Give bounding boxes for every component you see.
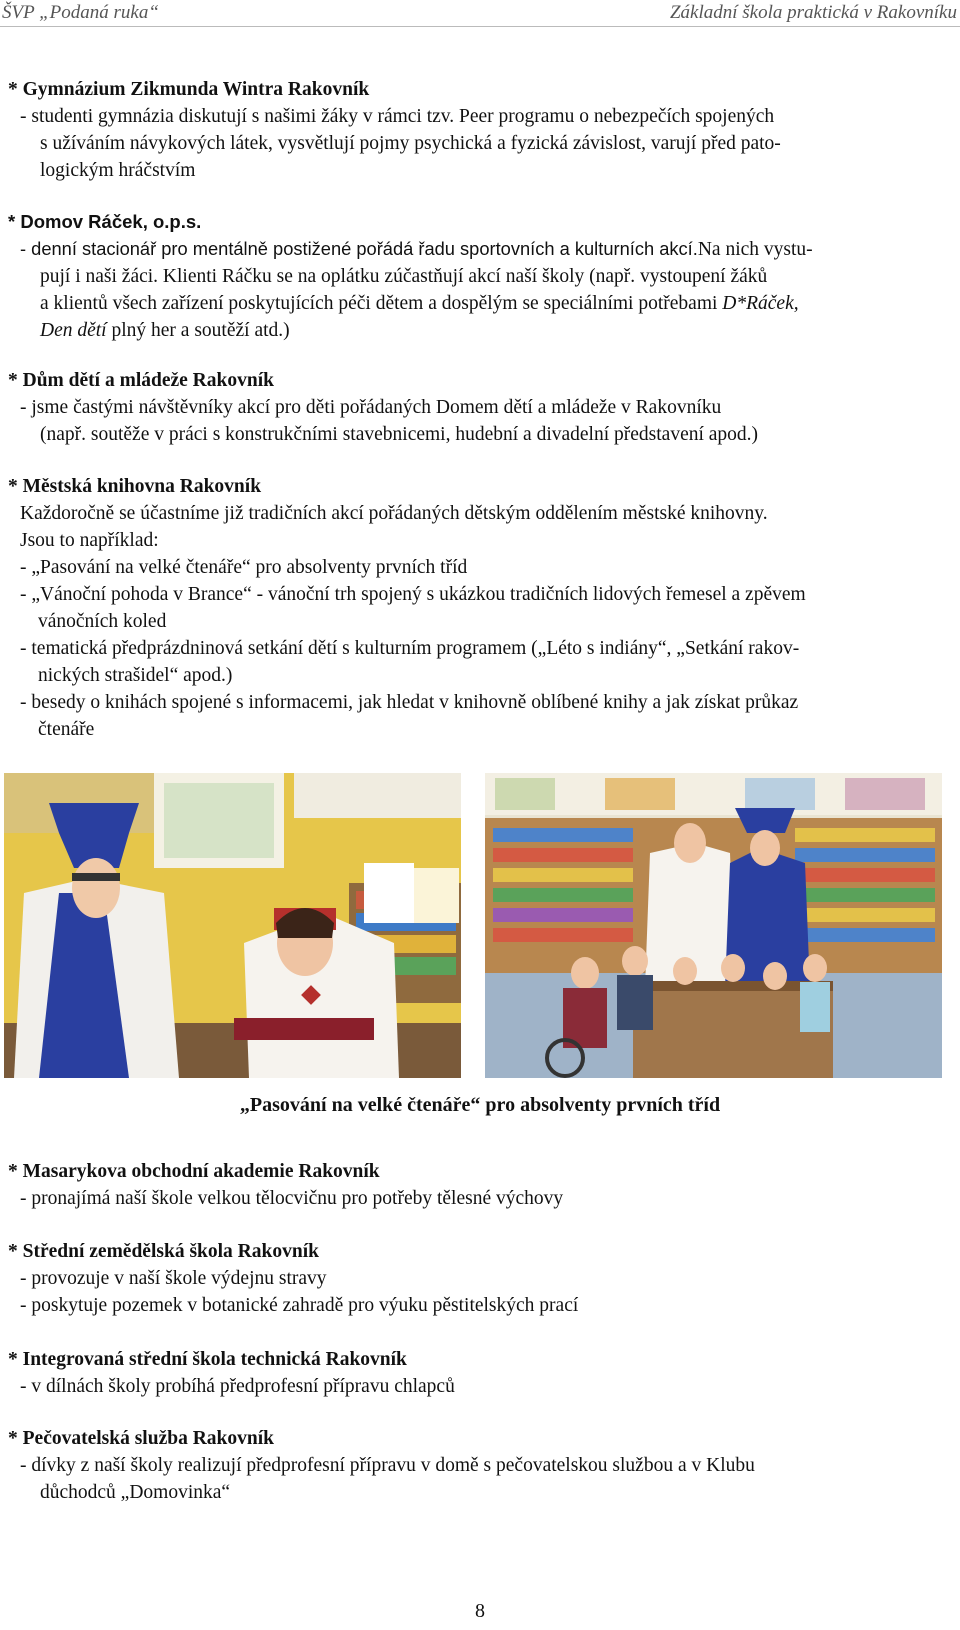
section-line: - „Pasování na velké čtenáře“ pro absolventy prvních tříd	[20, 557, 468, 578]
section-line-part: plný her a soutěží atd.)	[106, 320, 290, 341]
header-right: Základní škola praktická v Rakovníku	[669, 2, 957, 23]
section-line	[8, 235, 954, 263]
section-line-part: - denní stacionář pro mentálně postižené pořádá řadu sportovních a kulturních akcí.	[20, 238, 698, 259]
section-title: * Gymnázium Zikmunda Wintra Rakovník	[8, 79, 370, 100]
section-line: - dívky z naší školy realizují předprofesní přípravu v domě s pečovatelskou službou a v Klubu	[20, 1455, 755, 1476]
section-domov-racek	[8, 208, 954, 344]
section-line: Každoročně se účastníme již tradičních akcí pořádaných dětským oddělením městské knihovny.	[20, 503, 768, 524]
section-line	[8, 317, 954, 344]
section-line: nických strašidel“ apod.)	[38, 665, 233, 686]
photo-pasovani-left	[4, 773, 461, 1078]
photo-caption: „Pasování na velké čtenáře“ pro absolventy prvních tříd	[239, 1094, 721, 1116]
section-line: (např. soutěže v práci s konstrukčními stavebnicemi, hudební a divadelní představení apod.)	[40, 424, 759, 445]
section-line-part: Na nich vystu-	[697, 239, 813, 260]
header-divider	[0, 26, 960, 27]
section-line: - pronajímá naší škole velkou tělocvičnu pro potřeby tělesné výchovy	[20, 1188, 564, 1209]
section-line: logickým hráčstvím	[40, 160, 196, 181]
section-line: vánočních koled	[38, 611, 167, 632]
photo-pasovani-right	[485, 773, 942, 1078]
section-zemedelska-skola	[8, 1238, 954, 1319]
section-line: čtenáře	[38, 719, 95, 740]
section-title: * Masarykova obchodní akademie Rakovník	[8, 1161, 380, 1182]
section-line: Jsou to například:	[20, 530, 159, 551]
section-line: pují i naši žáci. Klienti Ráčku se na oplátku zúčastňují akcí naší školy (např. vystoupení žáků	[40, 266, 768, 287]
section-ddm	[8, 367, 954, 448]
section-line: - poskytuje pozemek v botanické zahradě pro výuku pěstitelských prací	[20, 1295, 579, 1316]
section-title: * Městská knihovna Rakovník	[8, 476, 262, 497]
section-line: - jsme častými návštěvníky akcí pro děti pořádaných Domem dětí a mládeže v Rakovníku	[20, 397, 722, 418]
section-line	[8, 290, 954, 317]
section-gymnazium	[8, 76, 954, 184]
section-line: - tematická předprázdninová setkání dětí s kulturním programem („Léto s indiány“, „Setkání rakov-	[20, 638, 800, 659]
section-title: * Dům dětí a mládeže Rakovník	[8, 370, 274, 391]
section-line: - besedy o knihách spojené s informacemi, jak hledat v knihovně oblíbené knihy a jak získat průkaz	[20, 692, 799, 713]
section-line-part: D*Ráček,	[722, 293, 799, 314]
section-title: * Pečovatelská služba Rakovník	[8, 1428, 274, 1449]
section-title: * Střední zemědělská škola Rakovník	[8, 1241, 319, 1262]
header-left: ŠVP „Podaná ruka“	[2, 2, 159, 23]
section-line: - v dílnách školy probíhá předprofesní přípravu chlapců	[20, 1376, 455, 1397]
section-line: - provozuje v naší škole výdejnu stravy	[20, 1268, 327, 1289]
section-line-part: Den dětí	[40, 320, 107, 341]
section-obchodni-akademie	[8, 1158, 954, 1212]
section-knihovna	[8, 473, 954, 743]
section-line-part: a klientů všech zařízení poskytujících péči dětem a dospělým se speciálními potřebami	[40, 293, 723, 314]
section-title: * Integrovaná střední škola technická Rakovník	[8, 1349, 407, 1370]
section-line: - studenti gymnázia diskutují s našimi žáky v rámci tzv. Peer programu o nebezpečích spojených	[20, 106, 775, 127]
section-technicka-skola	[8, 1346, 954, 1400]
section-line: - „Vánoční pohoda v Brance“ - vánoční trh spojený s ukázkou tradičních lidových řemesel a zpěvem	[20, 584, 806, 605]
section-title: * Domov Ráček, o.p.s.	[8, 211, 202, 232]
section-line: důchodců „Domovinka“	[40, 1482, 231, 1503]
page-number: 8	[475, 1600, 485, 1622]
section-line: s užíváním návykových látek, vysvětlují pojmy psychická a fyzická závislost, varují před pato-	[40, 133, 781, 154]
section-pecovatelska-sluzba	[8, 1425, 954, 1506]
